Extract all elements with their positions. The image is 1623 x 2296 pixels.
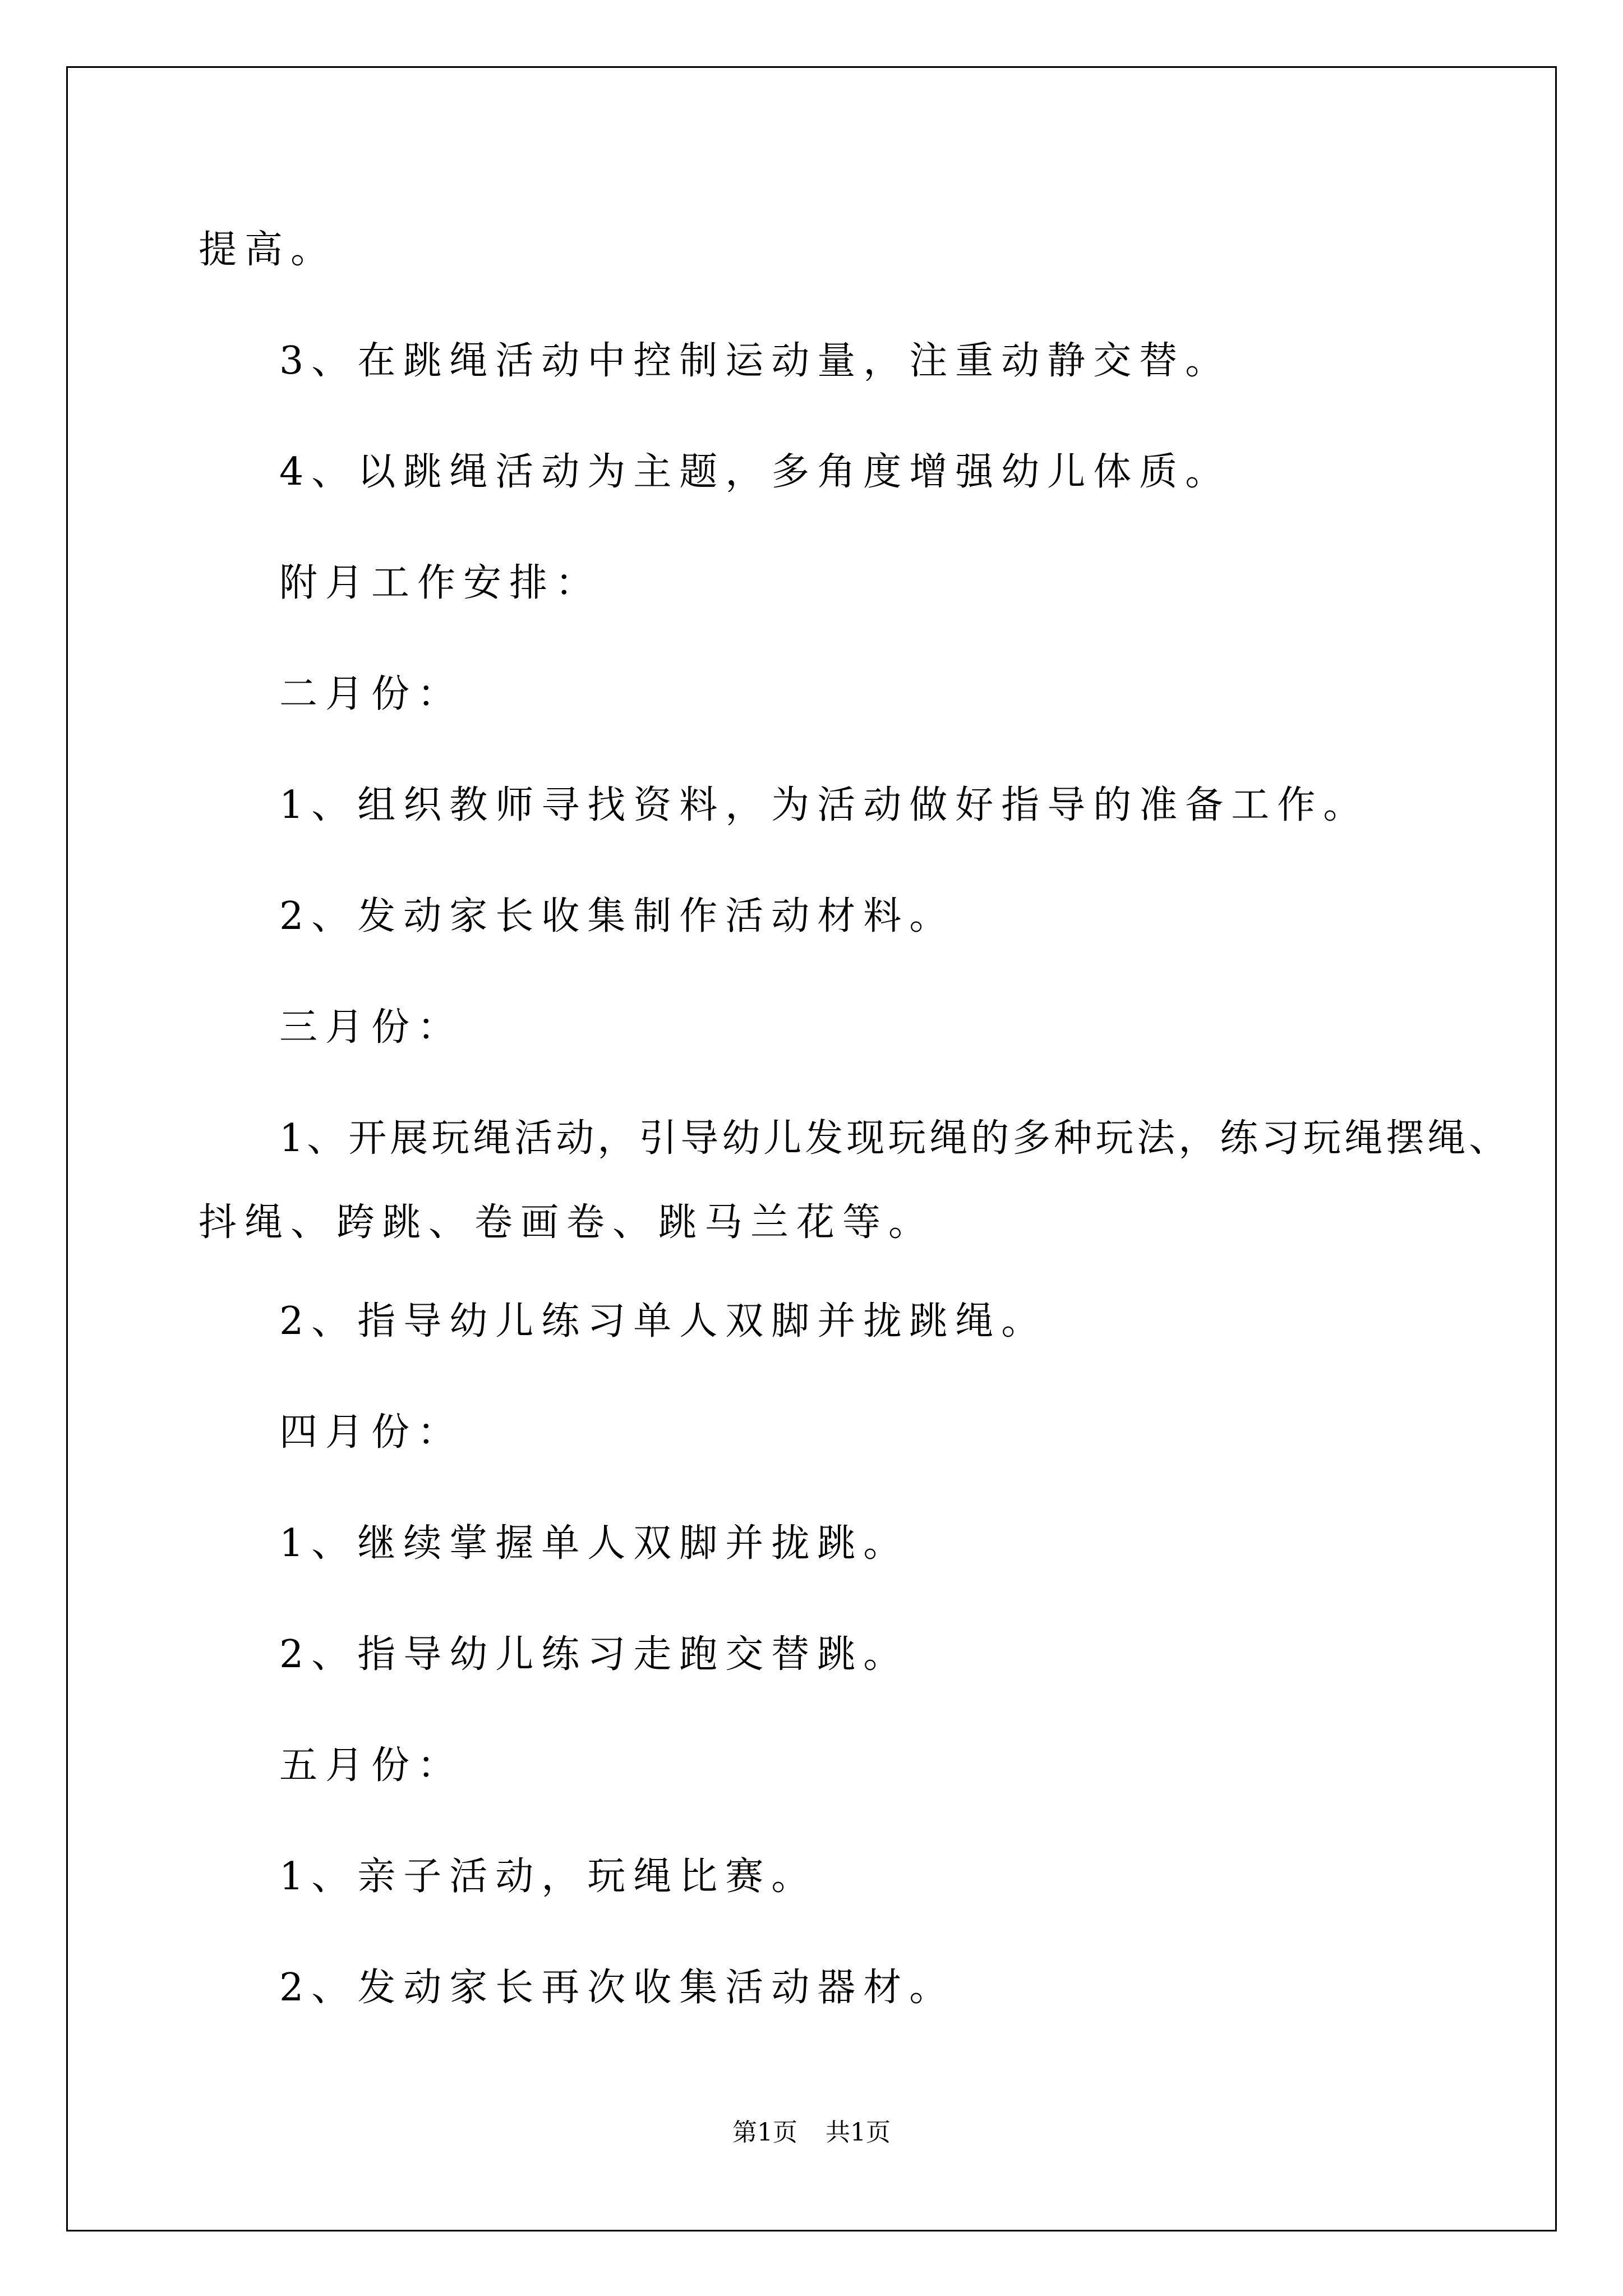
text-line: 抖绳、跨跳、卷画卷、跳马兰花等。 (199, 1200, 935, 1245)
text-line: 3、在跳绳活动中控制运动量，注重动静交替。 (279, 339, 1232, 383)
text-line: 1、亲子活动，玩绳比赛。 (279, 1855, 818, 1899)
text-line: 1、开展玩绳活动，引导幼儿发现玩绳的多种玩法，练习玩绳摆绳、 (279, 1116, 1511, 1161)
text-line: 1、组织教师寻找资料，为活动做好指导的准备工作。 (279, 783, 1370, 827)
text-line: 附月工作安排： (279, 561, 602, 605)
text-line: 五月份： (279, 1743, 464, 1788)
page-footer (0, 2120, 1623, 2145)
page-number-total: 共1页 (826, 2118, 891, 2147)
text-line: 4、以跳绳活动为主题，多角度增强幼儿体质。 (279, 450, 1232, 494)
text-line: 2、指导幼儿练习走跑交替跳。 (279, 1632, 910, 1677)
text-line: 二月份： (279, 672, 464, 716)
text-line: 2、指导幼儿练习单人双脚并拢跳绳。 (279, 1299, 1048, 1343)
text-line: 三月份： (279, 1005, 464, 1050)
text-line: 2、发动家长再次收集活动器材。 (279, 1966, 956, 2010)
page-number-current: 第1页 (732, 2118, 797, 2147)
text-line: 1、继续掌握单人双脚并拢跳。 (279, 1521, 910, 1566)
text-line: 四月份： (279, 1410, 464, 1455)
text-line: 提高。 (199, 228, 337, 272)
text-line: 2、发动家长收集制作活动材料。 (279, 894, 956, 938)
